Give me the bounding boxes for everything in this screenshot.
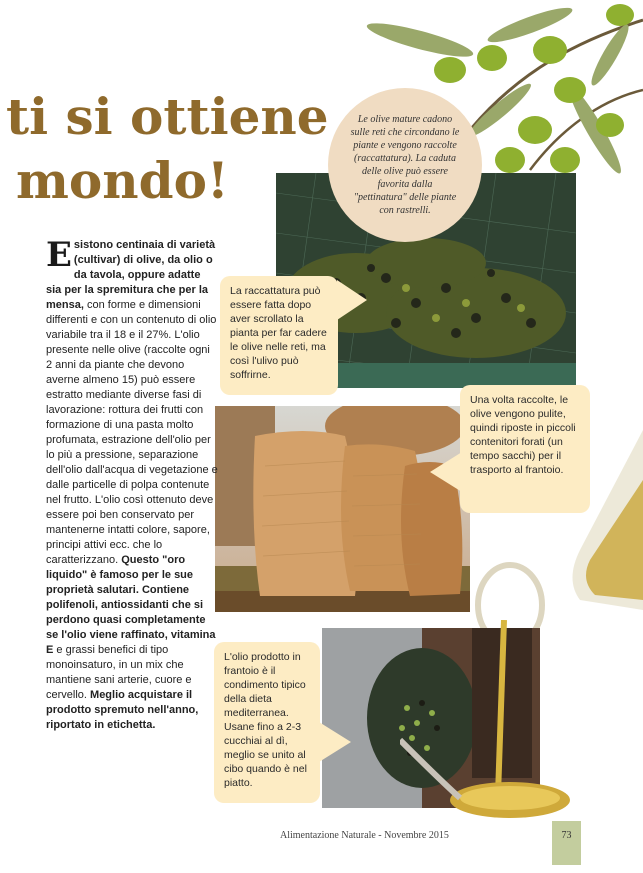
callout-raccolte-text: Una volta raccolte, le olive vengono pulite, quindi riposte in piccoli contenitori forati (un tempo sacchi) per il trasporto al frantoio. — [470, 394, 576, 476]
footer-text: Alimentazione Naturale - Novembre 2015 — [280, 830, 449, 841]
callout-olio-text: L'olio prodotto in frantoio è il condimento tipico della dieta mediterranea. Usane fino a 2-3 cucchiai al dì, meglio se unito al cibo quando è nel piatto. — [224, 651, 307, 789]
article-intro: sistono centinaia di varietà (cultivar) di olive, da olio o da tavola, oppure adatte sia per la spremitura che per la mensa, — [46, 239, 216, 311]
page-number: 73 — [552, 821, 581, 865]
article-text-2: e grassi benefici di tipo monoinsaturo, in un mix che mantiene sani arterie, cuore e cervello. — [46, 644, 192, 701]
article-closing: Meglio acquistare il prodotto spremuto nell'anno, riportato in etichetta. — [46, 689, 199, 731]
callout-olio — [214, 642, 320, 803]
photo-sacks — [215, 406, 470, 612]
article-text-1: con forme e dimensioni differenti e con un contenuto di olio variabile tra il 18 e il 27%. L'olio presente nelle olive (raccolte ogni 2 anni da piante che devono averne almeno 15) può essere estratto mediante diverse fasi di lavorazione: rottura dei frutti con formazione di una pasta molto profumata, estrazione dell'olio per lo più a pressione, separazione dell'olio dall'acqua di vegetazione e dalle particelle di polpa contenute nel frutto. L'olio così ottenuto deve essere poi ben conservato per mantenerne intatti colore, sapore, principi attivi ecc. che lo caratterizzano. — [46, 299, 218, 566]
callout-arrow-right-icon — [337, 280, 367, 320]
oil-spoon-image — [400, 620, 580, 835]
headline-line-2: mondo! — [16, 151, 229, 210]
callout-arrow-right-icon — [319, 722, 351, 762]
round-caption — [328, 88, 482, 242]
round-caption-text: Le olive mature cadono sulle reti che circondano le piante e vengono raccolte (raccattatura). La caduta delle olive può essere favorita dalla "pettinatura" delle piante con rastrelli. — [350, 114, 460, 216]
headline-line-1: ti si ottiene — [6, 87, 329, 146]
callout-arrow-left-icon — [430, 452, 462, 492]
article-body — [46, 235, 218, 733]
drop-cap: E — [46, 235, 72, 275]
article-highlight: Questo "oro liquido" è famoso per le sue proprietà salutari. Contiene polifenoli, antiossidanti che si perdono quasi completamente se l'olio viene raffinato, vitamina E — [46, 554, 216, 656]
callout-raccattatura-text: La raccattatura può essere fatta dopo aver scrollato la pianta per far cadere le olive nelle reti, ma così l'ulivo può soffrirne. — [230, 285, 327, 381]
callout-raccattatura — [220, 276, 338, 395]
